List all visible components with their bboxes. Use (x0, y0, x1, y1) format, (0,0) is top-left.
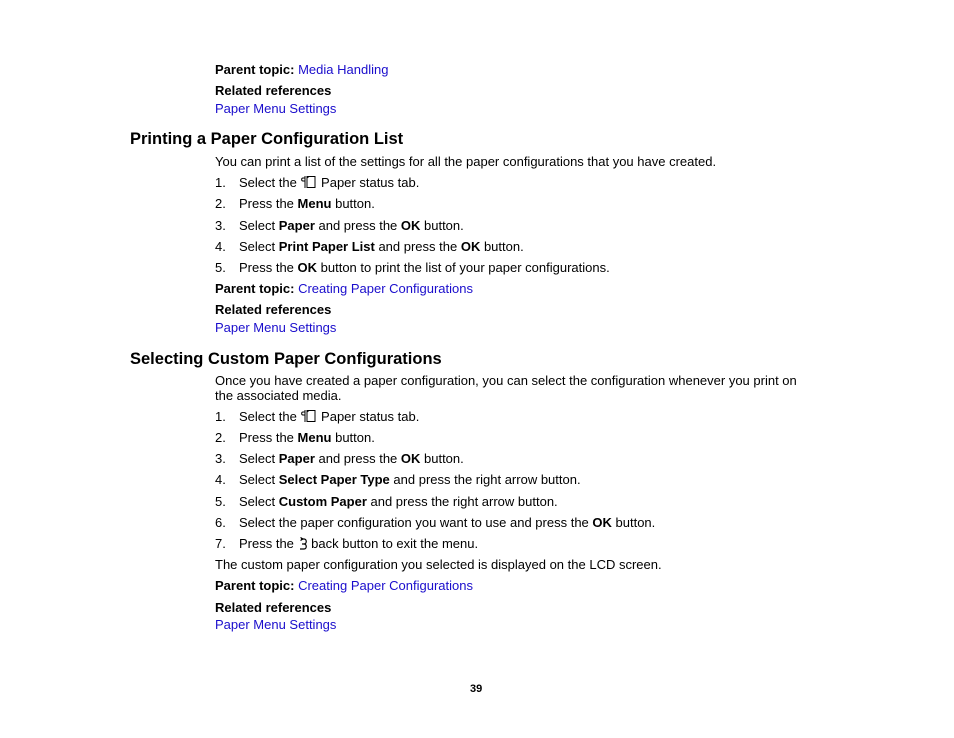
parent-topic-label: Parent topic: (215, 62, 295, 77)
step-text: Press the Menu button. (239, 430, 375, 445)
related-link-paper-menu-settings[interactable]: Paper Menu Settings (215, 617, 337, 632)
step-text: Select Paper and press the OK button. (239, 451, 464, 466)
step-number: 2. (215, 196, 226, 211)
section-title-selecting-custom: Selecting Custom Paper Configurations (130, 350, 442, 368)
parent-topic-label: Parent topic: (215, 281, 295, 296)
step-text: Press the back button to exit the menu. (239, 536, 479, 551)
step-number: 2. (215, 430, 226, 445)
step-text: Select Custom Paper and press the right arrow button. (239, 494, 558, 509)
step-number: 5. (215, 494, 226, 509)
parent-topic-line (215, 578, 473, 594)
step-text: Select Select Paper Type and press the right arrow button. (239, 472, 581, 487)
parent-topic-label: Parent topic: (215, 578, 295, 593)
step-number: 1. (215, 409, 226, 424)
page-number: 39 (470, 683, 483, 695)
section-intro-line1: Once you have created a paper configuration, you can select the configuration whenever you print on (215, 373, 797, 388)
step-number: 5. (215, 260, 226, 275)
related-references-heading: Related references (215, 302, 332, 317)
related-references-heading: Related references (215, 83, 332, 98)
back-arrow-icon (298, 537, 308, 550)
step-number: 1. (215, 175, 226, 190)
step-text: Press the Menu button. (239, 196, 375, 211)
step-number: 3. (215, 451, 226, 466)
parent-topic-link-creating-paper-configurations[interactable]: Creating Paper Configurations (298, 281, 473, 296)
section-title-printing-list: Printing a Paper Configuration List (130, 130, 404, 148)
step-text: Press the OK button to print the list of your paper configurations. (239, 260, 610, 275)
paper-status-icon (300, 409, 317, 423)
paper-status-icon (300, 175, 317, 189)
parent-topic-link-creating-paper-configurations[interactable]: Creating Paper Configurations (298, 578, 473, 593)
related-link-paper-menu-settings[interactable]: Paper Menu Settings (215, 320, 337, 335)
related-references-heading: Related references (215, 600, 332, 615)
step-number: 6. (215, 515, 226, 530)
step-text: Select the paper configuration you want to use and press the OK button. (239, 515, 656, 530)
step-text: Select the Paper status tab. (239, 175, 420, 190)
step-text: Select Paper and press the OK button. (239, 218, 464, 233)
step-text: Select the Paper status tab. (239, 409, 420, 424)
step-text: Select Print Paper List and press the OK button. (239, 239, 524, 254)
related-link-paper-menu-settings[interactable]: Paper Menu Settings (215, 101, 337, 116)
section-intro-line2: the associated media. (215, 388, 342, 403)
step-number: 7. (215, 536, 226, 551)
result-text: The custom paper configuration you selected is displayed on the LCD screen. (215, 557, 662, 572)
section-intro: You can print a list of the settings for all the paper configurations that you have created. (215, 154, 717, 169)
step-number: 4. (215, 472, 226, 487)
parent-topic-line (215, 281, 473, 297)
parent-topic-link-media-handling[interactable]: Media Handling (298, 62, 389, 77)
step-number: 3. (215, 218, 226, 233)
step-number: 4. (215, 239, 226, 254)
parent-topic-line (215, 62, 388, 78)
